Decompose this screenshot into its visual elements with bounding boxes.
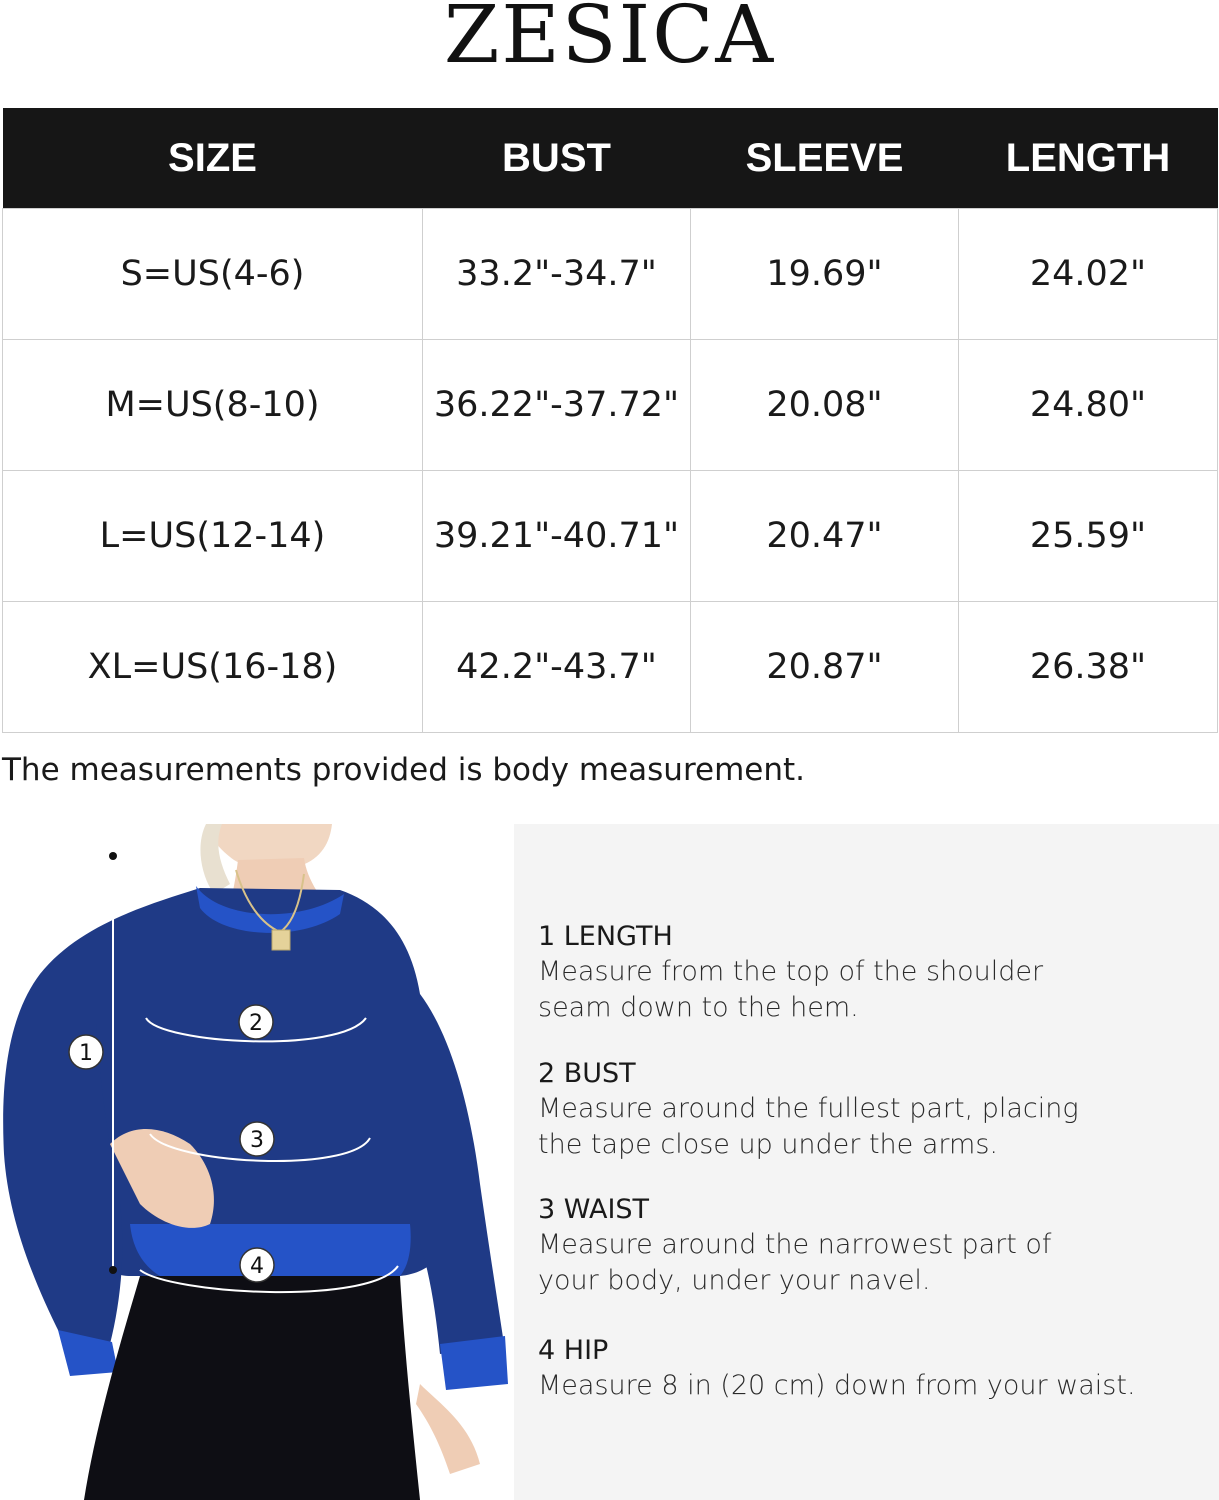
cell-length: 24.02" [959,209,1218,340]
table-row [3,340,1218,471]
cell-length: 25.59" [959,471,1218,602]
right-hand-shape [416,1384,480,1474]
guide-line: Measure 8 in (20 cm) down from your waist. [538,1370,1136,1401]
table-header-row [3,108,1218,209]
length-top-dot [109,852,117,860]
guide-line: your body, under your navel. [538,1265,931,1296]
cell-size: L=US(12-14) [3,471,423,602]
guide-hip [538,1334,1198,1404]
cell-sleeve: 19.69" [691,209,959,340]
header-bust: BUST [423,108,691,209]
cell-size: S=US(4-6) [3,209,423,340]
right-sleeve-shape [420,994,504,1354]
cell-length: 24.80" [959,340,1218,471]
model-photo [0,824,512,1500]
cell-bust: 39.21"-40.71" [423,471,691,602]
cell-sleeve: 20.87" [691,602,959,733]
table-row [3,471,1218,602]
cell-bust: 36.22"-37.72" [423,340,691,471]
cell-size: XL=US(16-18) [3,602,423,733]
marker-4-label: 4 [250,1254,264,1279]
jeans-shape [84,1276,420,1500]
cell-length: 26.38" [959,602,1218,733]
right-cuff-shape [440,1336,508,1390]
measurement-guide-panel [514,824,1219,1500]
guide-line: Measure around the fullest part, placing [538,1093,1079,1124]
guide-line: the tape close up under the arms. [538,1129,998,1160]
header-length: LENGTH [959,108,1218,209]
marker-1-label: 1 [79,1041,93,1066]
guide-line: seam down to the hem. [538,992,859,1023]
brand-logo: ZESICA [443,0,776,81]
guide-length [538,920,1198,1026]
header-sleeve: SLEEVE [691,108,959,209]
cell-size: M=US(8-10) [3,340,423,471]
guide-title: 2 BUST [538,1058,636,1089]
guide-line: Measure from the top of the shoulder [538,956,1044,987]
guide-bust [538,1057,1198,1163]
guide-title: 4 HIP [538,1335,609,1366]
guide-line: Measure around the narrowest part of [538,1229,1052,1260]
cell-sleeve: 20.08" [691,340,959,471]
table-row [3,209,1218,340]
guide-title: 1 LENGTH [538,921,673,952]
measurement-note: The measurements provided is body measurement. [2,752,806,788]
marker-2-label: 2 [249,1011,263,1036]
cell-bust: 33.2"-34.7" [423,209,691,340]
guide-waist [538,1193,1198,1299]
necklace-pendant [272,930,290,950]
cell-sleeve: 20.47" [691,471,959,602]
cell-bust: 42.2"-43.7" [423,602,691,733]
marker-3-label: 3 [250,1128,264,1153]
sweater-illustration [0,824,512,1500]
length-bottom-dot [109,1266,117,1274]
header-size: SIZE [3,108,423,209]
guide-title: 3 WAIST [538,1194,650,1225]
table-row [3,602,1218,733]
size-chart-table [2,108,1218,733]
